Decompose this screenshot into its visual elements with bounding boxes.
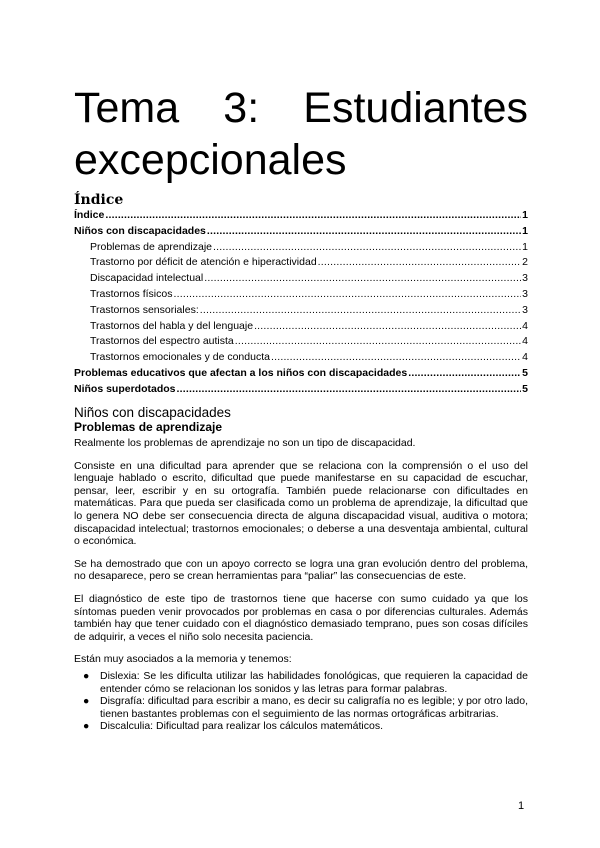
toc-entry-label: Trastornos sensoriales: [90,303,199,316]
bullet-icon: ● [83,720,90,733]
toc-entry-label: Problemas de aprendizaje [90,240,212,253]
toc-entry[interactable] [74,320,528,336]
toc-entry-label: Problemas educativos que afectan a los niños con discapacidades [74,366,408,379]
list-item [83,669,528,695]
toc-entry[interactable] [74,209,528,225]
toc-entry-page: 4 [522,351,528,364]
toc-entry-label: Trastornos del espectro autista [90,335,234,348]
paragraph: Realmente los problemas de aprendizaje no son un tipo de discapacidad. [74,437,416,449]
toc-leader-dots [213,241,521,253]
toc-leader-dots [204,272,521,284]
body-text [74,437,528,733]
list-item [83,695,528,720]
toc-leader-dots [207,225,521,237]
toc-leader-dots [271,351,521,363]
toc-entry[interactable] [74,288,528,304]
toc-leader-dots [177,383,522,395]
toc-leader-dots [254,320,521,332]
toc-entry-page: 3 [522,303,528,316]
toc-leader-dots [105,209,521,221]
paragraph: Consiste en una dificultad para aprender que se relaciona con la comprensión o el uso del lenguaje hablado o escrito, dificultad que puede manifestarse en su capacidad de escuchar, pensar, leer, escribir y en su ortografía. También puede relacionarse con dificultades en matemáticas. Para que pueda ser clasificada como un problema de aprendizaje, la dificultad que lo genera NO debe ser consecuencia directa de alguna discapacidad visual, auditiva o motora; discapacidad intelectual; trastornos emocionales; o deberse a una desventaja ambiental, cultural o económica. [74,459,528,548]
toc-leader-dots [408,367,521,379]
paragraph: Están muy asociados a la memoria y tenemos: [74,653,292,666]
toc-entry-page: 1 [522,240,528,253]
toc-entry-page: 3 [522,272,528,285]
bullet-icon: ● [83,695,90,708]
section-heading: Niños con discapacidades [74,405,231,420]
toc-entry-page: 5 [522,366,528,379]
toc-entry[interactable] [74,241,528,257]
subsection-heading: Problemas de aprendizaje [74,420,223,434]
toc-leader-dots [173,288,521,300]
toc-entry-page: 4 [522,319,528,332]
toc-entry[interactable] [74,335,528,351]
toc-entry-label: Discapacidad intelectual [90,272,204,285]
table-of-contents [74,209,528,399]
toc-leader-dots [318,256,521,268]
list-item-text: Discalculia: Dificultad para realizar los cálculos matemáticos. [100,720,384,733]
toc-entry[interactable] [74,272,528,288]
toc-entry[interactable] [74,225,528,241]
toc-entry-label: Niños superdotados [74,382,176,395]
toc-entry[interactable] [74,367,528,383]
toc-entry-label: Trastornos del habla y del lenguaje [90,319,254,332]
toc-entry-page: 1 [522,224,528,237]
toc-entry-label: Trastorno por déficit de atención e hiperactividad [90,256,317,269]
list-item-text: Dislexia: Se les dificulta utilizar las habilidades fonológicas, que requieren la capacidad de entender cómo se relacionan los sonidos y las letras para formar palabras. [100,669,528,695]
toc-entry[interactable] [74,383,528,399]
toc-entry[interactable] [74,351,528,367]
toc-entry-page: 3 [522,287,528,300]
list-item [83,720,528,733]
toc-entry-label: Índice [74,209,105,221]
toc-entry[interactable] [74,256,528,272]
page-title: Tema 3: Estudiantes excepcionales [74,84,528,184]
bullet-icon: ● [83,669,90,682]
toc-entry-label: Niños con discapacidades [74,224,206,237]
bullet-list [74,670,528,733]
toc-entry-page: 1 [522,209,528,221]
paragraph: El diagnóstico de este tipo de trastornos tiene que hacerse con sumo cuidado ya que los síntomas pueden venir provocados por problemas en casa o por diferencias culturales. Además también hay que tener cuidado con el diagnóstico demasiado temprano, pues son cosas difíciles de adquirir, a veces el niño solo necesita paciencia. [74,592,528,643]
toc-entry-label: Trastornos emocionales y de conducta [90,351,270,364]
toc-leader-dots [200,304,521,316]
toc-entry-page: 4 [522,335,528,348]
paragraph: Se ha demostrado que con un apoyo correcto se logra una gran evolución dentro del problema, no desaparece, pero se crean herramientas para “paliar” las consecuencias de este. [74,557,528,583]
toc-entry[interactable] [74,304,528,320]
toc-entry-label: Trastornos físicos [90,287,173,300]
toc-entry-page: 5 [522,382,528,395]
index-heading: Índice [74,192,124,208]
toc-entry-page: 2 [522,256,528,269]
list-item-text: Disgrafía: dificultad para escribir a mano, es decir su caligrafía no es legible; y por otro lado, tienen bastantes problemas con el seguimiento de las normas ortográficas arbitrarias. [100,695,528,720]
toc-leader-dots [235,335,521,347]
page-number: 1 [518,800,525,812]
